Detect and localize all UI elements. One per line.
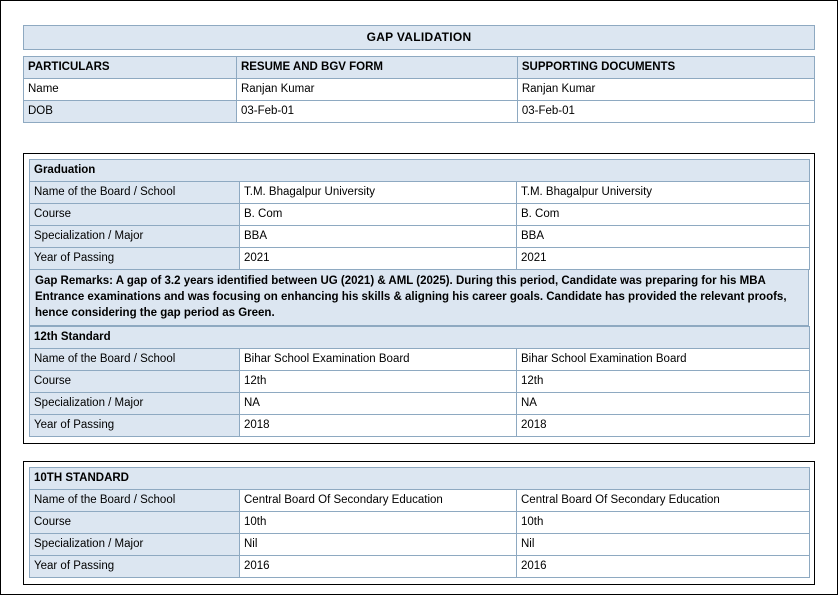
value-specialization-resume: NA [240, 393, 517, 415]
value-course-supporting: 10th [517, 512, 810, 534]
tenth-section [23, 461, 815, 585]
table-row [24, 79, 815, 101]
value-year-resume: 2018 [240, 415, 517, 437]
table-row [30, 204, 810, 226]
twelfth-heading-row [30, 327, 810, 349]
row-label-year: Year of Passing [30, 248, 240, 270]
value-year-supporting: 2018 [517, 415, 810, 437]
row-label-year: Year of Passing [30, 415, 240, 437]
value-board-supporting: Bihar School Examination Board [517, 349, 810, 371]
value-board-supporting: Central Board Of Secondary Education [517, 490, 810, 512]
value-course-resume: 10th [240, 512, 517, 534]
value-specialization-resume: Nil [240, 534, 517, 556]
twelfth-heading: 12th Standard [30, 327, 810, 349]
value-dob-supporting: 03-Feb-01 [517, 101, 814, 123]
value-board-supporting: T.M. Bhagalpur University [517, 182, 810, 204]
gap-remarks: Gap Remarks: A gap of 3.2 years identified between UG (2021) & AML (2025). During this period, Candidate was preparing for his MBA Entrance examinations and was focusing on enhancing his skills & aligning his career goals. Candidate has provided the relevant proofs, hence considering the gap period as Green. [29, 270, 809, 326]
table-row [30, 182, 810, 204]
value-name-resume: Ranjan Kumar [236, 79, 517, 101]
table-row [30, 534, 810, 556]
value-specialization-resume: BBA [240, 226, 517, 248]
row-label-course: Course [30, 204, 240, 226]
table-header-row [24, 57, 815, 79]
value-year-resume: 2021 [240, 248, 517, 270]
tenth-table [29, 467, 810, 578]
table-row [30, 415, 810, 437]
value-course-supporting: B. Com [517, 204, 810, 226]
table-row [30, 349, 810, 371]
table-row [30, 393, 810, 415]
title-section [23, 25, 815, 50]
row-label-course: Course [30, 371, 240, 393]
value-dob-resume: 03-Feb-01 [236, 101, 517, 123]
row-label-course: Course [30, 512, 240, 534]
table-row [30, 490, 810, 512]
table-row [30, 226, 810, 248]
particulars-section [23, 56, 815, 123]
value-name-supporting: Ranjan Kumar [517, 79, 814, 101]
table-row [30, 556, 810, 578]
column-header-supporting: SUPPORTING DOCUMENTS [517, 57, 814, 79]
row-label-specialization: Specialization / Major [30, 226, 240, 248]
value-board-resume: T.M. Bhagalpur University [240, 182, 517, 204]
row-label-name: Name [24, 79, 237, 101]
row-label-specialization: Specialization / Major [30, 534, 240, 556]
value-course-resume: B. Com [240, 204, 517, 226]
value-year-resume: 2016 [240, 556, 517, 578]
value-board-resume: Central Board Of Secondary Education [240, 490, 517, 512]
document-title: GAP VALIDATION [23, 25, 815, 50]
row-label-dob: DOB [24, 101, 237, 123]
graduation-heading: Graduation [30, 160, 810, 182]
value-specialization-supporting: NA [517, 393, 810, 415]
row-label-specialization: Specialization / Major [30, 393, 240, 415]
value-board-resume: Bihar School Examination Board [240, 349, 517, 371]
twelfth-table [29, 326, 810, 437]
value-year-supporting: 2016 [517, 556, 810, 578]
value-course-supporting: 12th [517, 371, 810, 393]
row-label-board: Name of the Board / School [30, 182, 240, 204]
table-row [30, 371, 810, 393]
table-row [30, 248, 810, 270]
row-label-board: Name of the Board / School [30, 349, 240, 371]
value-course-resume: 12th [240, 371, 517, 393]
value-specialization-supporting: Nil [517, 534, 810, 556]
row-label-year: Year of Passing [30, 556, 240, 578]
table-row [24, 101, 815, 123]
graduation-table [29, 159, 810, 270]
table-row [30, 512, 810, 534]
value-specialization-supporting: BBA [517, 226, 810, 248]
graduation-heading-row [30, 160, 810, 182]
column-header-resume: RESUME AND BGV FORM [236, 57, 517, 79]
graduation-section [23, 153, 815, 444]
value-year-supporting: 2021 [517, 248, 810, 270]
row-label-board: Name of the Board / School [30, 490, 240, 512]
tenth-heading-row [30, 468, 810, 490]
particulars-table [23, 56, 815, 123]
tenth-heading: 10TH STANDARD [30, 468, 810, 490]
column-header-particulars: PARTICULARS [24, 57, 237, 79]
